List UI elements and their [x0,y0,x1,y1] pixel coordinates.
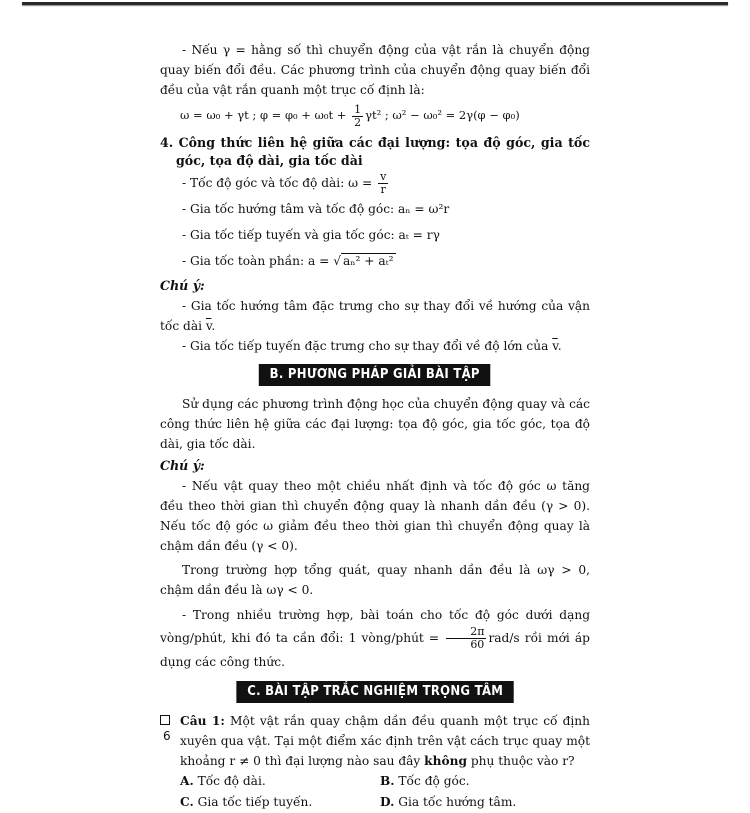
option-b [380,771,580,792]
equation-part-1: ω = ω₀ + γt ; φ = φ₀ + ω₀t + [180,108,351,122]
fraction-v-over-r [378,171,388,196]
option-c [180,792,380,813]
option-text: Gia tốc hướng tâm. [394,795,517,809]
note-title-a: Chú ý: [160,278,205,293]
question-1 [160,711,590,771]
option-text: Tốc độ dài. [193,774,266,788]
item-label: - Tốc độ góc và tốc độ dài: [182,176,349,190]
note-general-case: Trong trường hợp tổng quát, quay nhanh dần đều là ωγ > 0, chậm dần đều là ωγ < 0. [160,563,590,597]
formula-prefix: ω = [348,176,377,190]
question-emphasis: không [424,754,467,768]
option-key: D. [380,795,395,809]
section-c-banner [160,681,590,703]
item-label: - Gia tốc hướng tâm và tốc độ góc: [182,202,399,216]
item-formula: aₙ = ω²r [398,202,450,216]
item-label: - Gia tốc tiếp tuyến và gia tốc góc: [182,228,399,242]
formula-item-total-acceleration [160,248,590,274]
note-end: . [211,319,216,333]
option-a [180,771,380,792]
page-number: 6 [163,729,171,743]
section-b-title: B. PHƯƠNG PHÁP GIẢI BÀI TẬP [259,364,491,386]
formula-item-centripetal [160,196,590,222]
option-key: B. [380,774,395,788]
section-b-intro: Sử dụng các phương trình động học của chuyển động quay và các công thức liên hệ giữa các đại lượng: tọa độ góc, gia tốc góc, tọa độ dài, gia tốc dài. [160,397,590,451]
note-end: . [557,339,562,353]
section-c-title: C. BÀI TẬP TRẮC NGHIỆM TRỌNG TÂM [236,681,514,703]
rotation-equations [160,100,590,130]
fraction-numerator: 2π [446,626,486,639]
intro-paragraph: - Nếu γ = hằng số thì chuyển động của vật rắn là chuyển động quay biến đổi đều. Các phương trình của chuyển động quay biến đổi đều của vật rắn quanh một trục cố định là: [160,43,590,97]
document-page [160,40,590,813]
note-tangential [160,336,590,356]
item-formula: aₜ = rγ [398,228,440,242]
note-acceleration-sign: - Nếu vật quay theo một chiều nhất định và tốc độ góc ω tăng đều theo thời gian thì chuyển động quay là nhanh dần đều (γ > 0). Nếu tốc độ góc ω giảm đều theo thời gian thì chuyển động quay là chậm dần đều (γ < 0). [160,479,590,553]
item-label: - Gia tốc toàn phần: [182,254,308,268]
note-text: - Gia tốc hướng tâm đặc trưng cho sự thay đổi về hướng của vận tốc dài [160,299,590,333]
sqrt-radicand: aₙ² + aₜ² [343,254,394,268]
option-text: Gia tốc tiếp tuyến. [193,795,313,809]
option-d [380,792,580,813]
fraction-denominator: r [380,183,386,196]
note-text-end: rad/s rồi mới áp dụng các công thức. [160,631,590,669]
note-text: - Trong nhiều trường hợp, bài toán cho tốc độ góc dưới dạng vòng/phút, khi đó ta cần đổi: 1 vòng/phút = [160,608,590,645]
option-key: A. [180,774,194,788]
formula-item-tangential [160,222,590,248]
option-text: Tốc độ góc. [394,774,470,788]
fraction-2pi-over-60 [446,626,486,651]
section-b-banner [160,364,590,386]
section-4-heading: 4. Công thức liên hệ giữa các đại lượng: tọa độ góc, gia tốc góc, tọa độ dài, gia tốc dài [160,135,590,168]
formula-item-angular-speed [160,170,590,196]
fraction-numerator: 1 [354,102,362,116]
question-text [180,711,590,771]
fraction-half [352,104,363,129]
vector-v: $\overline{v}$ [552,339,558,353]
question-body-end: phụ thuộc vào r? [466,754,575,768]
answer-options [160,771,590,813]
option-key: C. [180,795,194,809]
note-centripetal [160,296,590,336]
question-body: Một vật rắn quay chậm dần đều quanh một trục cố định xuyên qua vật. Tại một điểm xác định trên vật cách trục quay một khoảng r ≠ 0 thì đại lượng nào sau đây [180,714,590,768]
top-border-rule [22,2,728,5]
fraction-numerator: v [380,170,387,183]
fraction-denominator: 60 [470,638,485,651]
note-title-b: Chú ý: [160,458,205,473]
formula-prefix: a = √ [308,254,341,268]
note-unit-conversion [160,604,590,673]
checkbox-icon [160,715,170,725]
note-text: - Gia tốc tiếp tuyến đặc trưng cho sự thay đổi về độ lớn của [182,339,553,353]
equation-part-2: γt² ; ω² − ω₀² = 2γ(φ − φ₀) [365,108,520,122]
vector-v: $\overline{v}$ [205,319,212,333]
fraction-denominator: 2 [354,115,362,129]
question-label: Câu 1: [180,714,225,728]
